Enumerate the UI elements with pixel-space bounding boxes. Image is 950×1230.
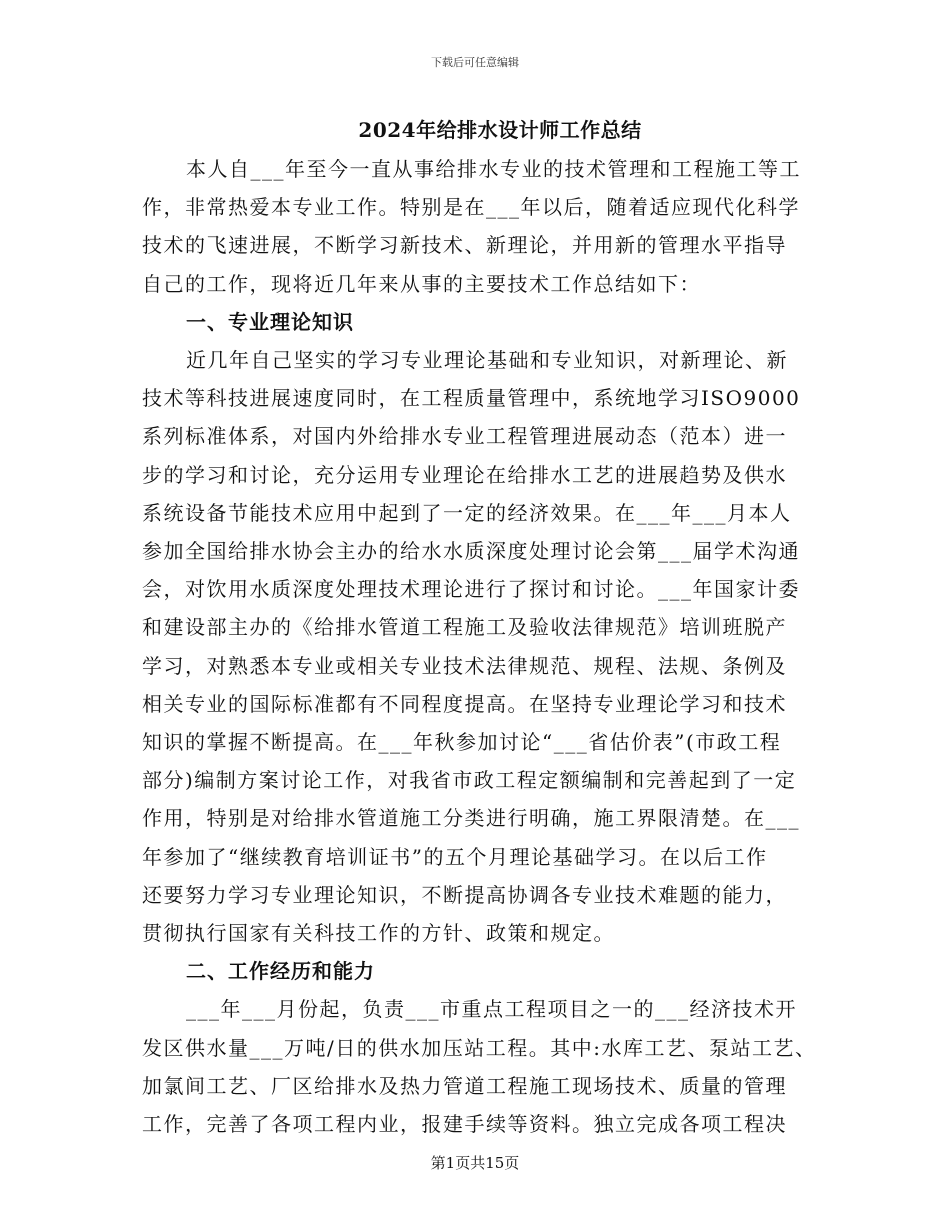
- paragraph-line: 还要努力学习专业理论知识，不断提高协调各专业技术难题的能力，: [142, 882, 787, 907]
- paragraph-line: 部分)编制方案讨论工作，对我省市政工程定额编制和完善起到了一定: [142, 768, 797, 793]
- document-body: [142, 150, 822, 1143]
- paragraph-line: 贯彻执行国家有关科技工作的方针、政策和规定。: [142, 921, 615, 946]
- paragraph-line: 年参加了“继续教育培训证书”的五个月理论基础学习。在以后工作: [142, 844, 768, 869]
- paragraph-line: 近几年自己坚实的学习专业理论基础和专业知识，对新理论、新: [186, 348, 788, 373]
- paragraph-line: 作用，特别是对给排水管道施工分类进行明确，施工界限清楚。在___: [142, 806, 800, 831]
- section-heading: 二、工作经历和能力: [186, 959, 375, 984]
- paragraph-line: 本人自___年至今一直从事给排水专业的技术管理和工程施工等工: [186, 157, 801, 181]
- document-title: 2024年给排水设计师工作总结: [358, 118, 642, 142]
- paragraph-line: 和建设部主办的《给排水管道工程施工及验收法律规范》培训班脱产: [142, 615, 787, 640]
- paragraph-line: 加氯间工艺、厂区给排水及热力管道工程施工现场技术、质量的管理: [142, 1073, 787, 1098]
- paragraph-line: 工作，完善了各项工程内业，报建手续等资料。独立完成各项工程决: [142, 1112, 787, 1137]
- paragraph-line: 作，非常热爱本专业工作。特别是在___年以后，随着适应现代化科学: [142, 195, 800, 220]
- paragraph-line: 会，对饮用水质深度处理技术理论进行了探讨和讨论。___年国家计委: [142, 577, 800, 602]
- paragraph-line: 自己的工作，现将近几年来从事的主要技术工作总结如下：: [142, 271, 701, 296]
- paragraph-line: 参加全国给排水协会主办的给水水质深度处理讨论会第___届学术沟通: [142, 539, 800, 564]
- paragraph-line: 系统设备节能技术应用中起到了一定的经济效果。在___年___月本人: [142, 500, 792, 525]
- paragraph-line: 技术等科技进展速度同时，在工程质量管理中，系统地学习ISO9000: [142, 386, 801, 411]
- paragraph-line: 学习，对熟悉本专业或相关专业技术法律规范、规程、法规、条例及: [142, 653, 787, 678]
- paragraph-line: 相关专业的国际标准都有不同程度提高。在坚持专业理论学习和技术: [142, 691, 787, 716]
- section-heading: 一、专业理论知识: [186, 309, 354, 334]
- page-footer: 第1页共15页: [430, 1154, 520, 1172]
- paragraph-line: 系列标准体系，对国内外给排水专业工程管理进展动态（范本）进一: [142, 424, 787, 449]
- page-header-note: 下载后可任意编辑: [431, 56, 519, 69]
- paragraph-line: 技术的飞速进展，不断学习新技术、新理论，并用新的管理水平指导: [142, 233, 787, 258]
- paragraph-line: ___年___月份起，负责___市重点工程项目之一的___经济技术开: [186, 997, 797, 1022]
- paragraph-line: 步的学习和讨论，充分运用专业理论在给排水工艺的进展趋势及供水: [142, 462, 787, 487]
- paragraph-line: 知识的掌握不断提高。在___年秋参加讨论“___省估价表”(市政工程: [142, 730, 782, 755]
- paragraph-line: 发区供水量___万吨/日的供水加压站工程。其中:水库工艺、泵站工艺、: [142, 1035, 817, 1060]
